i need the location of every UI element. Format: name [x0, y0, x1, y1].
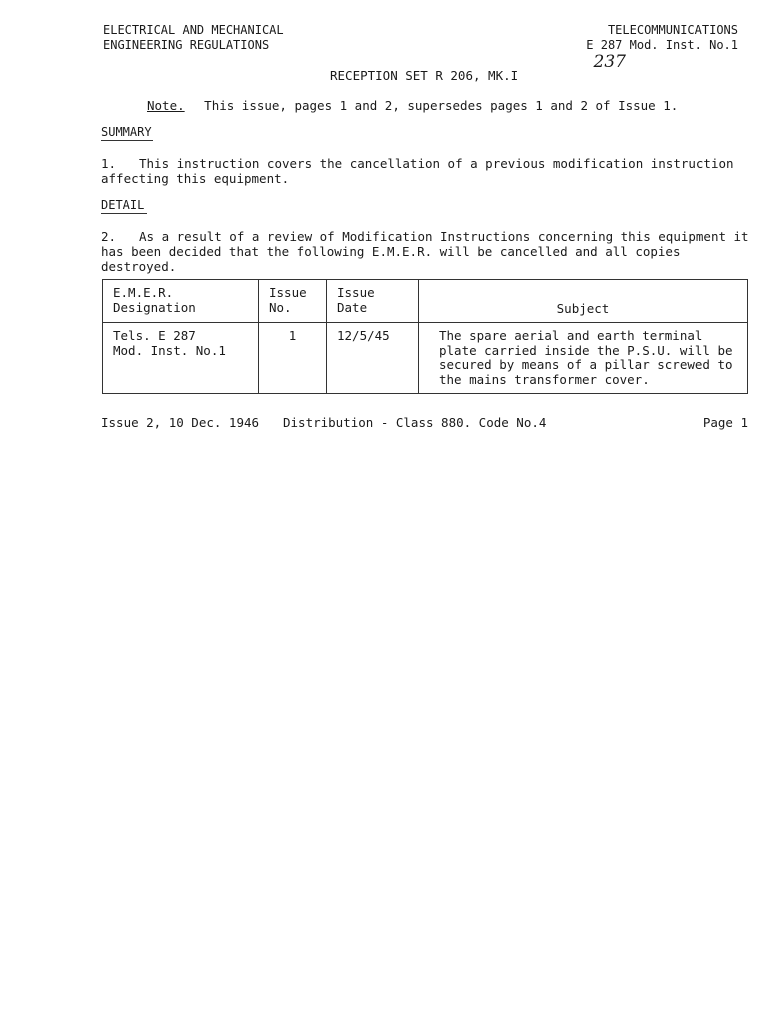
summary-heading-text: SUMMARY	[101, 125, 152, 139]
cell-issue-no: 1	[259, 323, 327, 394]
header-left-line2: ENGINEERING REGULATIONS	[103, 38, 270, 52]
header-date-line2: Date	[337, 299, 368, 315]
detail-text: As a result of a review of Modification Instructions concerning this equipment it has been decided that the following E.M.E.R. will be cancelled and all copies destroyed.	[101, 229, 749, 274]
summary-heading	[101, 125, 153, 141]
cell-designation	[103, 323, 259, 394]
document-title: RECEPTION SET R 206, MK.I	[330, 68, 519, 83]
header-issue-line2: No.	[269, 299, 292, 315]
note-label: Note.	[147, 98, 185, 113]
handwritten-number: 237	[593, 52, 626, 72]
header-designation-line2: Designation	[113, 299, 196, 315]
cell-subject: The spare aerial and earth terminal plate carried inside the P.S.U. will be secured by means of a pillar screwed to the mains transformer cover.	[419, 323, 748, 394]
detail-number: 2.	[101, 229, 117, 244]
detail-heading-text: DETAIL	[101, 198, 145, 212]
header-subject: Subject	[419, 280, 748, 323]
header-designation-line1: E.M.E.R.	[113, 285, 174, 300]
header-right-line1: TELECOMMUNICATIONS	[607, 23, 738, 37]
detail-underline	[101, 213, 147, 214]
note-text: This issue, pages 1 and 2, supersedes pages 1 and 2 of Issue 1.	[204, 98, 679, 113]
cell-issue-date: 12/5/45	[327, 323, 419, 394]
summary-text: This instruction covers the cancellation of a previous modification instruction affecting this equipment.	[101, 156, 734, 186]
table-header-row	[103, 280, 748, 323]
header-issue-date	[327, 280, 419, 323]
header-left-line1: ELECTRICAL AND MECHANICAL	[103, 23, 284, 37]
summary-paragraph	[101, 156, 751, 186]
cancelled-emer-table	[102, 279, 748, 394]
cell-designation-line2: Mod. Inst. No.1	[113, 342, 226, 358]
detail-paragraph	[101, 229, 751, 274]
regulations-header	[103, 23, 284, 53]
summary-underline	[101, 140, 153, 141]
summary-number: 1.	[101, 156, 117, 171]
header-date-line1: Issue	[337, 285, 375, 300]
category-header	[586, 23, 738, 53]
header-right-line2: E 287 Mod. Inst. No.1	[586, 38, 738, 52]
footer-page-number: Page 1	[702, 415, 748, 430]
header-issue-line1: Issue	[269, 285, 307, 300]
table-row	[103, 323, 748, 394]
detail-heading	[101, 198, 147, 214]
issue-note	[147, 98, 678, 113]
header-issue-no	[259, 280, 327, 323]
footer-issue: Issue 2, 10 Dec. 1946	[101, 415, 260, 430]
footer-distribution: Distribution - Class 880. Code No.4	[283, 415, 547, 430]
cell-designation-line1: Tels. E 287	[113, 328, 196, 343]
header-designation	[103, 280, 259, 323]
